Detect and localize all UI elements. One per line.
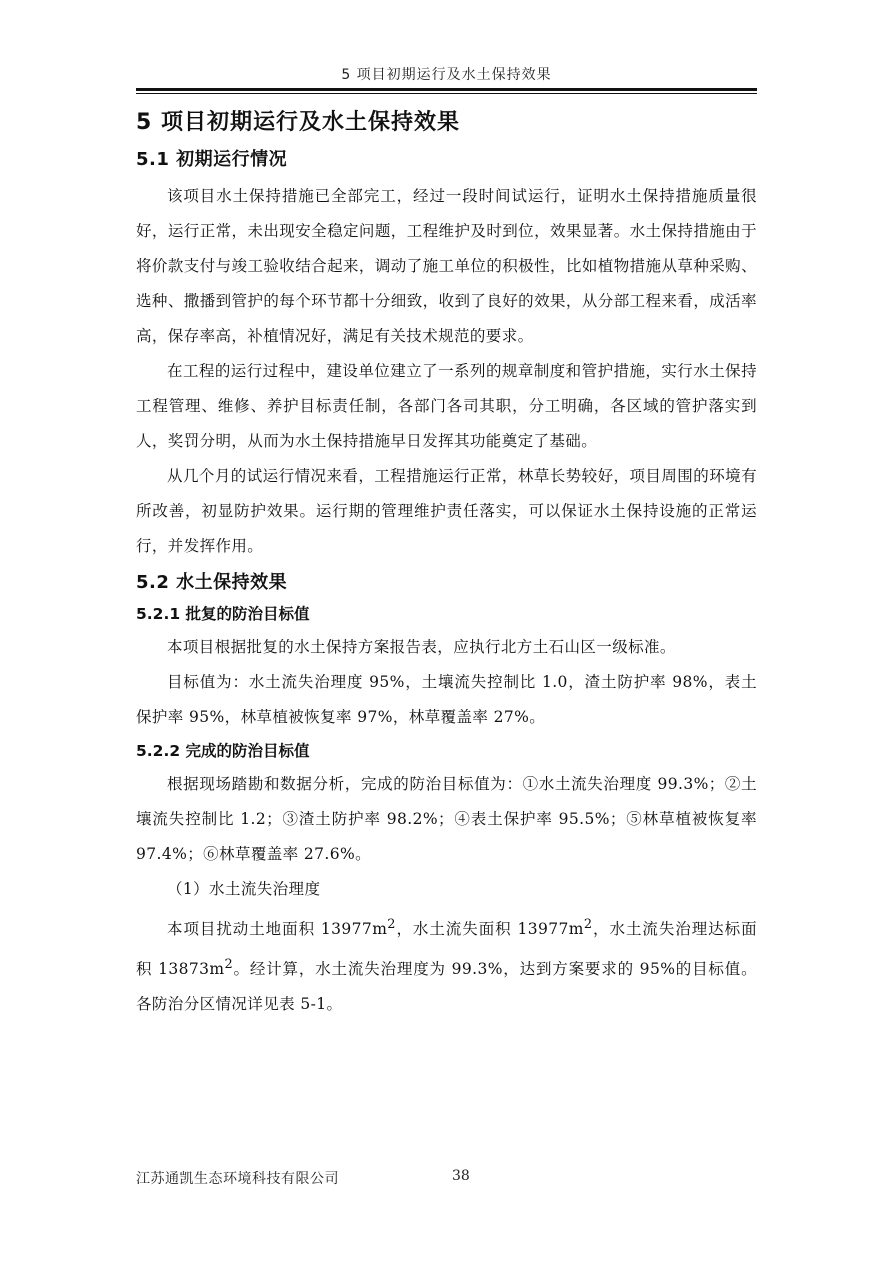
section-5-1-paragraph-3: 从几个月的试运行情况来看，工程措施运行正常，林草长势较好，项目周围的环境有所改善，初显防护效果。运行期的管理维护责任落实，可以保证水土保持设施的正常运行，并发挥作用。 <box>136 467 757 555</box>
area-text-c: ，水土流失治理达标面积 13873m <box>136 920 757 979</box>
section-5-2-2-title: 5.2.2 完成的防治目标值 <box>136 742 310 760</box>
superscript-3: 2 <box>224 957 234 973</box>
chapter-title: 5 项目初期运行及水土保持效果 <box>136 110 460 135</box>
section-5-1-paragraph-1: 该项目水土保持措施已全部完工，经过一段时间试运行，证明水土保持措施质量很好，运行正常，未出现安全稳定问题，工程维护及时到位，效果显著。水土保持措施由于将价款支付与竣工验收结合起来，调动了施工单位的积极性，比如植物措施从草种采购、选种、撒播到管护的每个环节都十分细致，收到了良好的效果，从分部工程来看，成活率高，保存率高，补植情况好，满足有关技术规范的要求。 <box>136 187 757 345</box>
superscript-1: 2 <box>387 917 396 932</box>
header-rule-thick <box>136 88 757 91</box>
section-5-2-1-paragraph-2: 目标值为：水土流失治理度 95%，土壤流失控制比 1.0，渣土防护率 98%，表土保护率 95%，林草植被恢复率 97%，林草覆盖率 27%。 <box>136 673 757 726</box>
section-5-2-title: 5.2 水土保持效果 <box>136 572 288 593</box>
area-text-a: 本项目扰动土地面积 13977m <box>167 920 388 939</box>
section-5-2-1-title: 5.2.1 批复的防治目标值 <box>136 605 310 623</box>
area-text-d: 。经计算，水土流失治理度为 99.3%，达到方案要求的 95%的目标值。各防治分区情况详见表 5-1。 <box>136 960 757 1014</box>
area-text-b: ，水土流失面积 13977m <box>395 920 584 939</box>
superscript-2: 2 <box>583 917 593 932</box>
footer-page-number: 38 <box>452 1168 470 1184</box>
running-header: 5 项目初期运行及水土保持效果 <box>341 67 552 83</box>
section-5-2-2-item-1: （1）水土流失治理度 <box>167 880 321 898</box>
section-5-1-paragraph-2: 在工程的运行过程中，建设单位建立了一系列的规章制度和管护措施，实行水土保持工程管理、维修、养护目标责任制，各部门各司其职，分工明确，各区域的管护落实到人，奖罚分明，从而为水土保持措施早日发挥其功能奠定了基础。 <box>136 362 757 450</box>
header-rule-thin <box>136 93 757 94</box>
section-5-2-2-paragraph-1: 根据现场踏勘和数据分析，完成的防治目标值为：①水土流失治理度 99.3%；②土壤流失控制比 1.2；③渣土防护率 98.2%；④表土保护率 95.5%；⑤林草植被恢复率 97.4%；⑥林草覆盖率 27.6%。 <box>136 775 757 863</box>
section-5-2-1-paragraph-1: 本项目根据批复的水土保持方案报告表，应执行北方土石山区一级标准。 <box>167 638 676 656</box>
section-5-2-2-paragraph-2 <box>136 907 757 1022</box>
page-content <box>136 105 757 1022</box>
section-5-1-title: 5.1 初期运行情况 <box>136 149 288 170</box>
footer-company: 江苏通凯生态环境科技有限公司 <box>136 1171 339 1187</box>
